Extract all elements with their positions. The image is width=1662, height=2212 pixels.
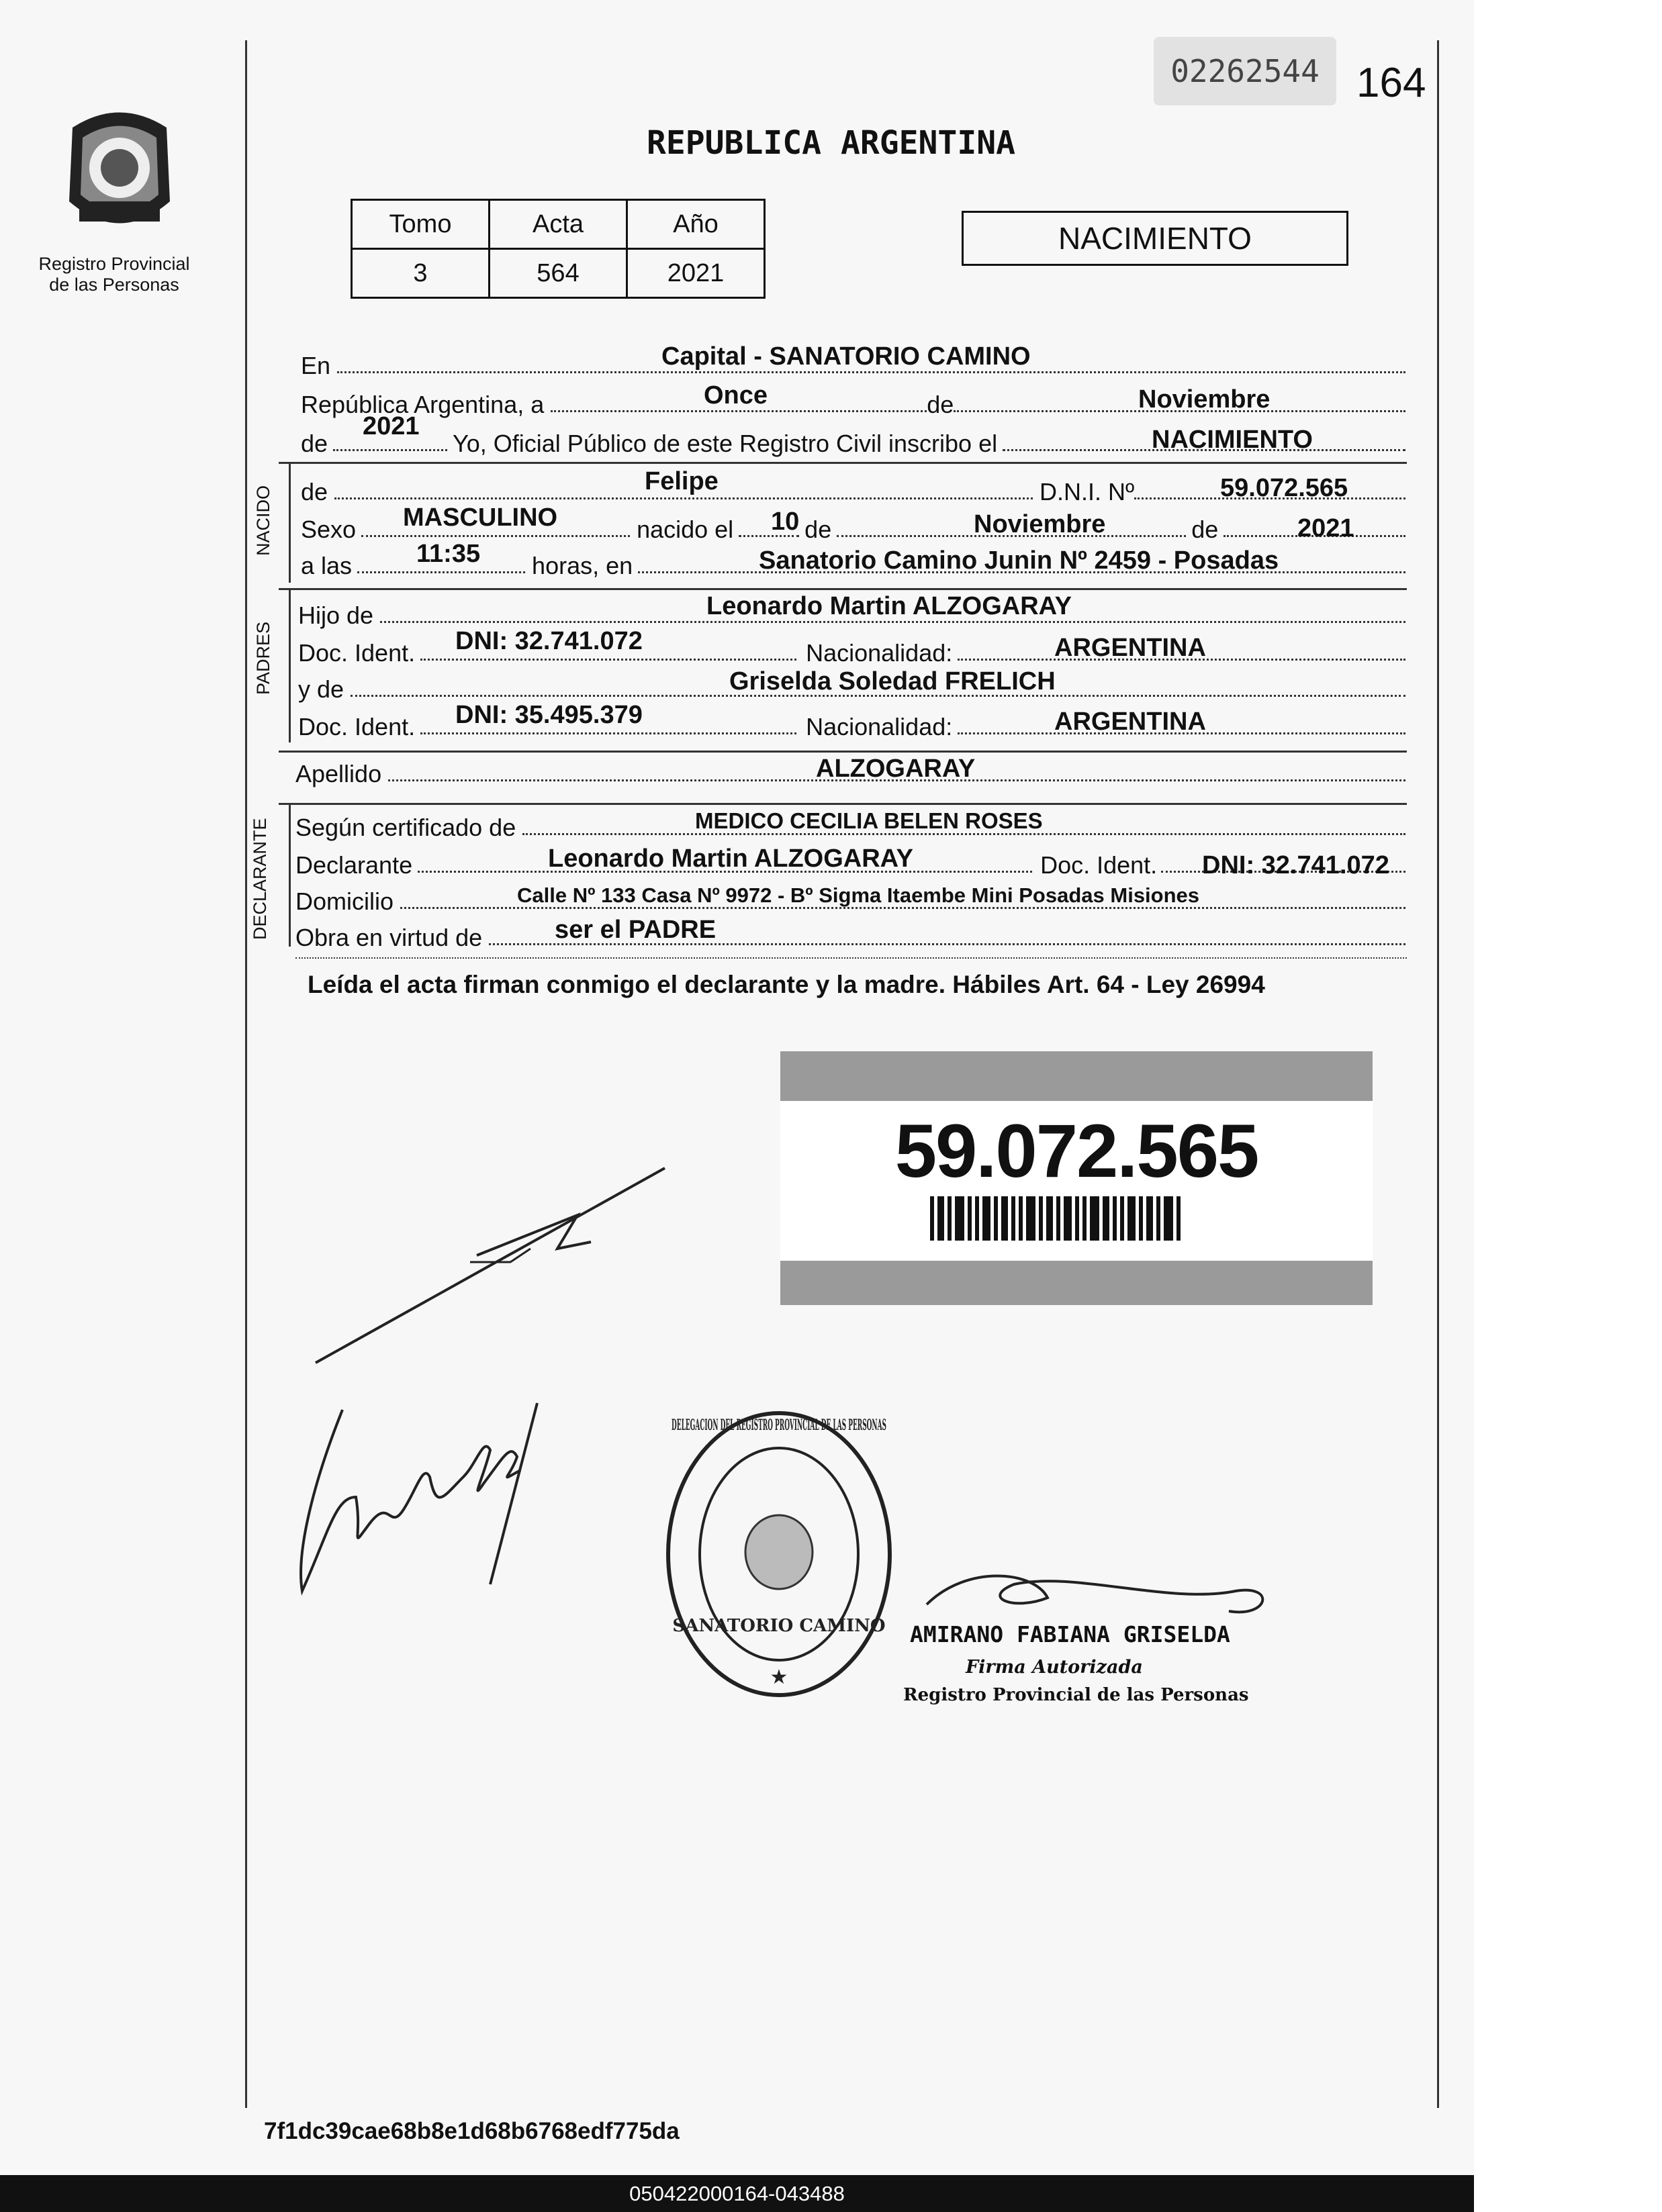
record-table-cell: 564 <box>490 249 627 298</box>
barcode-bar <box>1064 1196 1072 1241</box>
dotted-rule <box>357 571 525 573</box>
barcode-bar <box>930 1196 934 1241</box>
registry-seal <box>658 1403 900 1705</box>
de-label: de <box>301 478 328 506</box>
section-bracket <box>289 804 291 947</box>
dotted-rule <box>334 497 1033 499</box>
nationality-label: Nacionalidad: <box>806 713 953 740</box>
record-table-header: Acta <box>490 200 627 249</box>
barcode-bar <box>975 1196 979 1241</box>
record-table-header: Año <box>627 200 765 249</box>
section-bracket <box>289 589 291 742</box>
certificate-value: MEDICO CECILIA BELEN ROSES <box>695 808 1043 833</box>
horas-label: horas, en <box>532 552 633 579</box>
barcode-bar <box>1164 1196 1173 1241</box>
event-value: NACIMIENTO <box>1152 426 1313 454</box>
nacido-section-label: NACIDO <box>253 485 273 556</box>
dotted-rule <box>361 535 630 537</box>
document-title: REPUBLICA ARGENTINA <box>646 124 1016 162</box>
day-value: Once <box>704 381 768 410</box>
father-doc-value: DNI: 32.741.072 <box>455 627 643 655</box>
address-value: Calle Nº 133 Casa Nº 9972 - Bº Sigma Itaembe Mini Posadas Misiones <box>517 883 1200 907</box>
mother-name-value: Griselda Soledad FRELICH <box>729 667 1056 695</box>
year-value: 2021 <box>363 412 420 440</box>
barcode-bar <box>1113 1196 1117 1241</box>
barcode-bar <box>1026 1196 1035 1241</box>
dotted-rule <box>420 732 796 734</box>
place-value: Capital - SANATORIO CAMINO <box>661 342 1031 371</box>
barcode-bar <box>1011 1196 1015 1241</box>
declarant-signature <box>309 1161 685 1369</box>
section-bracket <box>289 463 291 583</box>
barcode-bar <box>1127 1196 1136 1241</box>
dotted-rule <box>551 410 927 412</box>
dotted-rule <box>420 659 796 661</box>
record-type-box: NACIMIENTO <box>962 211 1348 266</box>
hijo-de-label: Hijo de <box>298 602 374 629</box>
barcode-bar <box>1146 1196 1153 1241</box>
closing-text: Leída el acta firman conmigo el declarante y la madre. Hábiles Art. 64 - Ley 26994 <box>308 971 1265 998</box>
birth-month-value: Noviembre <box>974 510 1106 538</box>
barcode <box>930 1196 1256 1241</box>
barcode-bar <box>1176 1196 1181 1241</box>
registry-label-line1: Registro Provincial <box>38 254 190 274</box>
padres-section-label: PADRES <box>253 621 273 695</box>
barcode-bar <box>1001 1196 1008 1241</box>
nacido-el-label: nacido el <box>637 516 734 543</box>
record-table-cell: 3 <box>352 249 490 298</box>
right-margin-line <box>1437 40 1439 2108</box>
dotted-rule <box>337 371 1405 373</box>
province-logo <box>52 101 187 242</box>
mother-signature <box>289 1396 557 1598</box>
barcode-bar <box>1156 1196 1160 1241</box>
document-hash: 7f1dc39cae68b8e1d68b6768edf775da <box>264 2118 680 2144</box>
de-label: de <box>301 430 328 457</box>
birth-place-value: Sanatorio Camino Junin Nº 2459 - Posadas <box>759 546 1279 575</box>
barcode-bar <box>1090 1196 1099 1241</box>
barcode-bar <box>937 1196 944 1241</box>
official-role: Firma Autorizada <box>966 1657 1143 1678</box>
certificado-label: Según certificado de <box>295 814 516 841</box>
barcode-bar <box>1056 1196 1060 1241</box>
barcode-bar <box>1039 1196 1043 1241</box>
barcode-bar <box>982 1196 990 1241</box>
barcode-bar <box>1082 1196 1087 1241</box>
declarante-section-label: DECLARANTE <box>250 818 270 940</box>
mother-doc-value: DNI: 35.495.379 <box>455 701 643 729</box>
record-table-cell: 2021 <box>627 249 765 298</box>
surname-value: ALZOGARAY <box>816 755 976 783</box>
a-las-label: a las <box>301 552 353 579</box>
dni-sticker-number: 59.072.565 <box>894 1109 1258 1193</box>
dotted-rule <box>333 449 447 451</box>
svg-text:★: ★ <box>770 1666 788 1688</box>
mother-nationality-value: ARGENTINA <box>1054 708 1206 736</box>
official-org: Registro Provincial de las Personas <box>903 1685 1249 1705</box>
de-label: de <box>1191 516 1219 543</box>
serial-number: 02262544 <box>1154 37 1336 105</box>
month-value: Noviembre <box>1138 385 1271 414</box>
section-divider <box>279 462 1407 464</box>
nationality-label: Nacionalidad: <box>806 639 953 667</box>
child-dni-value: 59.072.565 <box>1220 474 1348 502</box>
obra-label: Obra en virtud de <box>295 924 483 951</box>
official-name: AMIRANO FABIANA GRISELDA <box>910 1621 1230 1647</box>
record-table <box>351 199 766 299</box>
record-table-header: Tomo <box>352 200 490 249</box>
declarant-doc-value: DNI: 32.741.072 <box>1202 851 1389 879</box>
y-de-label: y de <box>298 675 344 703</box>
section-divider <box>279 588 1407 590</box>
barcode-bar <box>1075 1196 1079 1241</box>
seal-inner-text: SANATORIO CAMINO <box>672 1616 886 1636</box>
birth-day-value: 10 <box>771 508 800 536</box>
barcode-bar <box>1139 1196 1143 1241</box>
barcode-bar <box>1046 1196 1053 1241</box>
doc-ident-label: Doc. Ident. <box>1040 851 1158 879</box>
birth-time-value: 11:35 <box>416 540 481 568</box>
sex-value: MASCULINO <box>403 503 558 532</box>
doc-ident-label: Doc. Ident. <box>298 639 416 667</box>
de-label: de <box>804 516 832 543</box>
country-label: República Argentina, a <box>301 391 545 418</box>
father-name-value: Leonardo Martin ALZOGARAY <box>706 592 1072 620</box>
barcode-bar <box>1103 1196 1109 1241</box>
declarante-label: Declarante <box>295 851 413 879</box>
doc-ident-label: Doc. Ident. <box>298 713 416 740</box>
dni-label: D.N.I. Nº <box>1040 478 1135 506</box>
section-divider <box>279 803 1407 805</box>
decl-line-4 <box>295 916 1405 952</box>
statement-text: Yo, Oficial Público de este Registro Civil inscribo el <box>453 430 998 457</box>
birth-year-value: 2021 <box>1297 514 1354 542</box>
registry-label <box>27 254 201 295</box>
capacity-value: ser el PADRE <box>555 916 717 944</box>
barcode-bar <box>948 1196 952 1241</box>
barcode-bar <box>1120 1196 1124 1241</box>
left-margin-line <box>245 40 247 2108</box>
domicilio-label: Domicilio <box>295 887 394 915</box>
en-label: En <box>301 352 331 379</box>
father-nationality-value: ARGENTINA <box>1054 634 1206 662</box>
apellido-label: Apellido <box>295 760 382 787</box>
sexo-label: Sexo <box>301 516 357 543</box>
footer-code: 050422000164-043488 <box>0 2175 1474 2212</box>
registry-label-line2: de las Personas <box>49 275 179 295</box>
seal-ring-text: DELEGACION DEL REGISTRO PROVINCIAL DE LAS PERSONAS <box>672 1416 886 1434</box>
de-label: de <box>927 391 954 418</box>
dotted-rule <box>380 621 1405 623</box>
folio-number: 164 <box>1356 60 1426 106</box>
barcode-bar <box>994 1196 998 1241</box>
barcode-bar <box>1019 1196 1023 1241</box>
dotted-rule <box>295 956 1407 959</box>
barcode-bar <box>968 1196 972 1241</box>
barcode-bar <box>955 1196 964 1241</box>
declarant-name-value: Leonardo Martin ALZOGARAY <box>548 845 913 873</box>
child-name-value: Felipe <box>645 467 719 495</box>
